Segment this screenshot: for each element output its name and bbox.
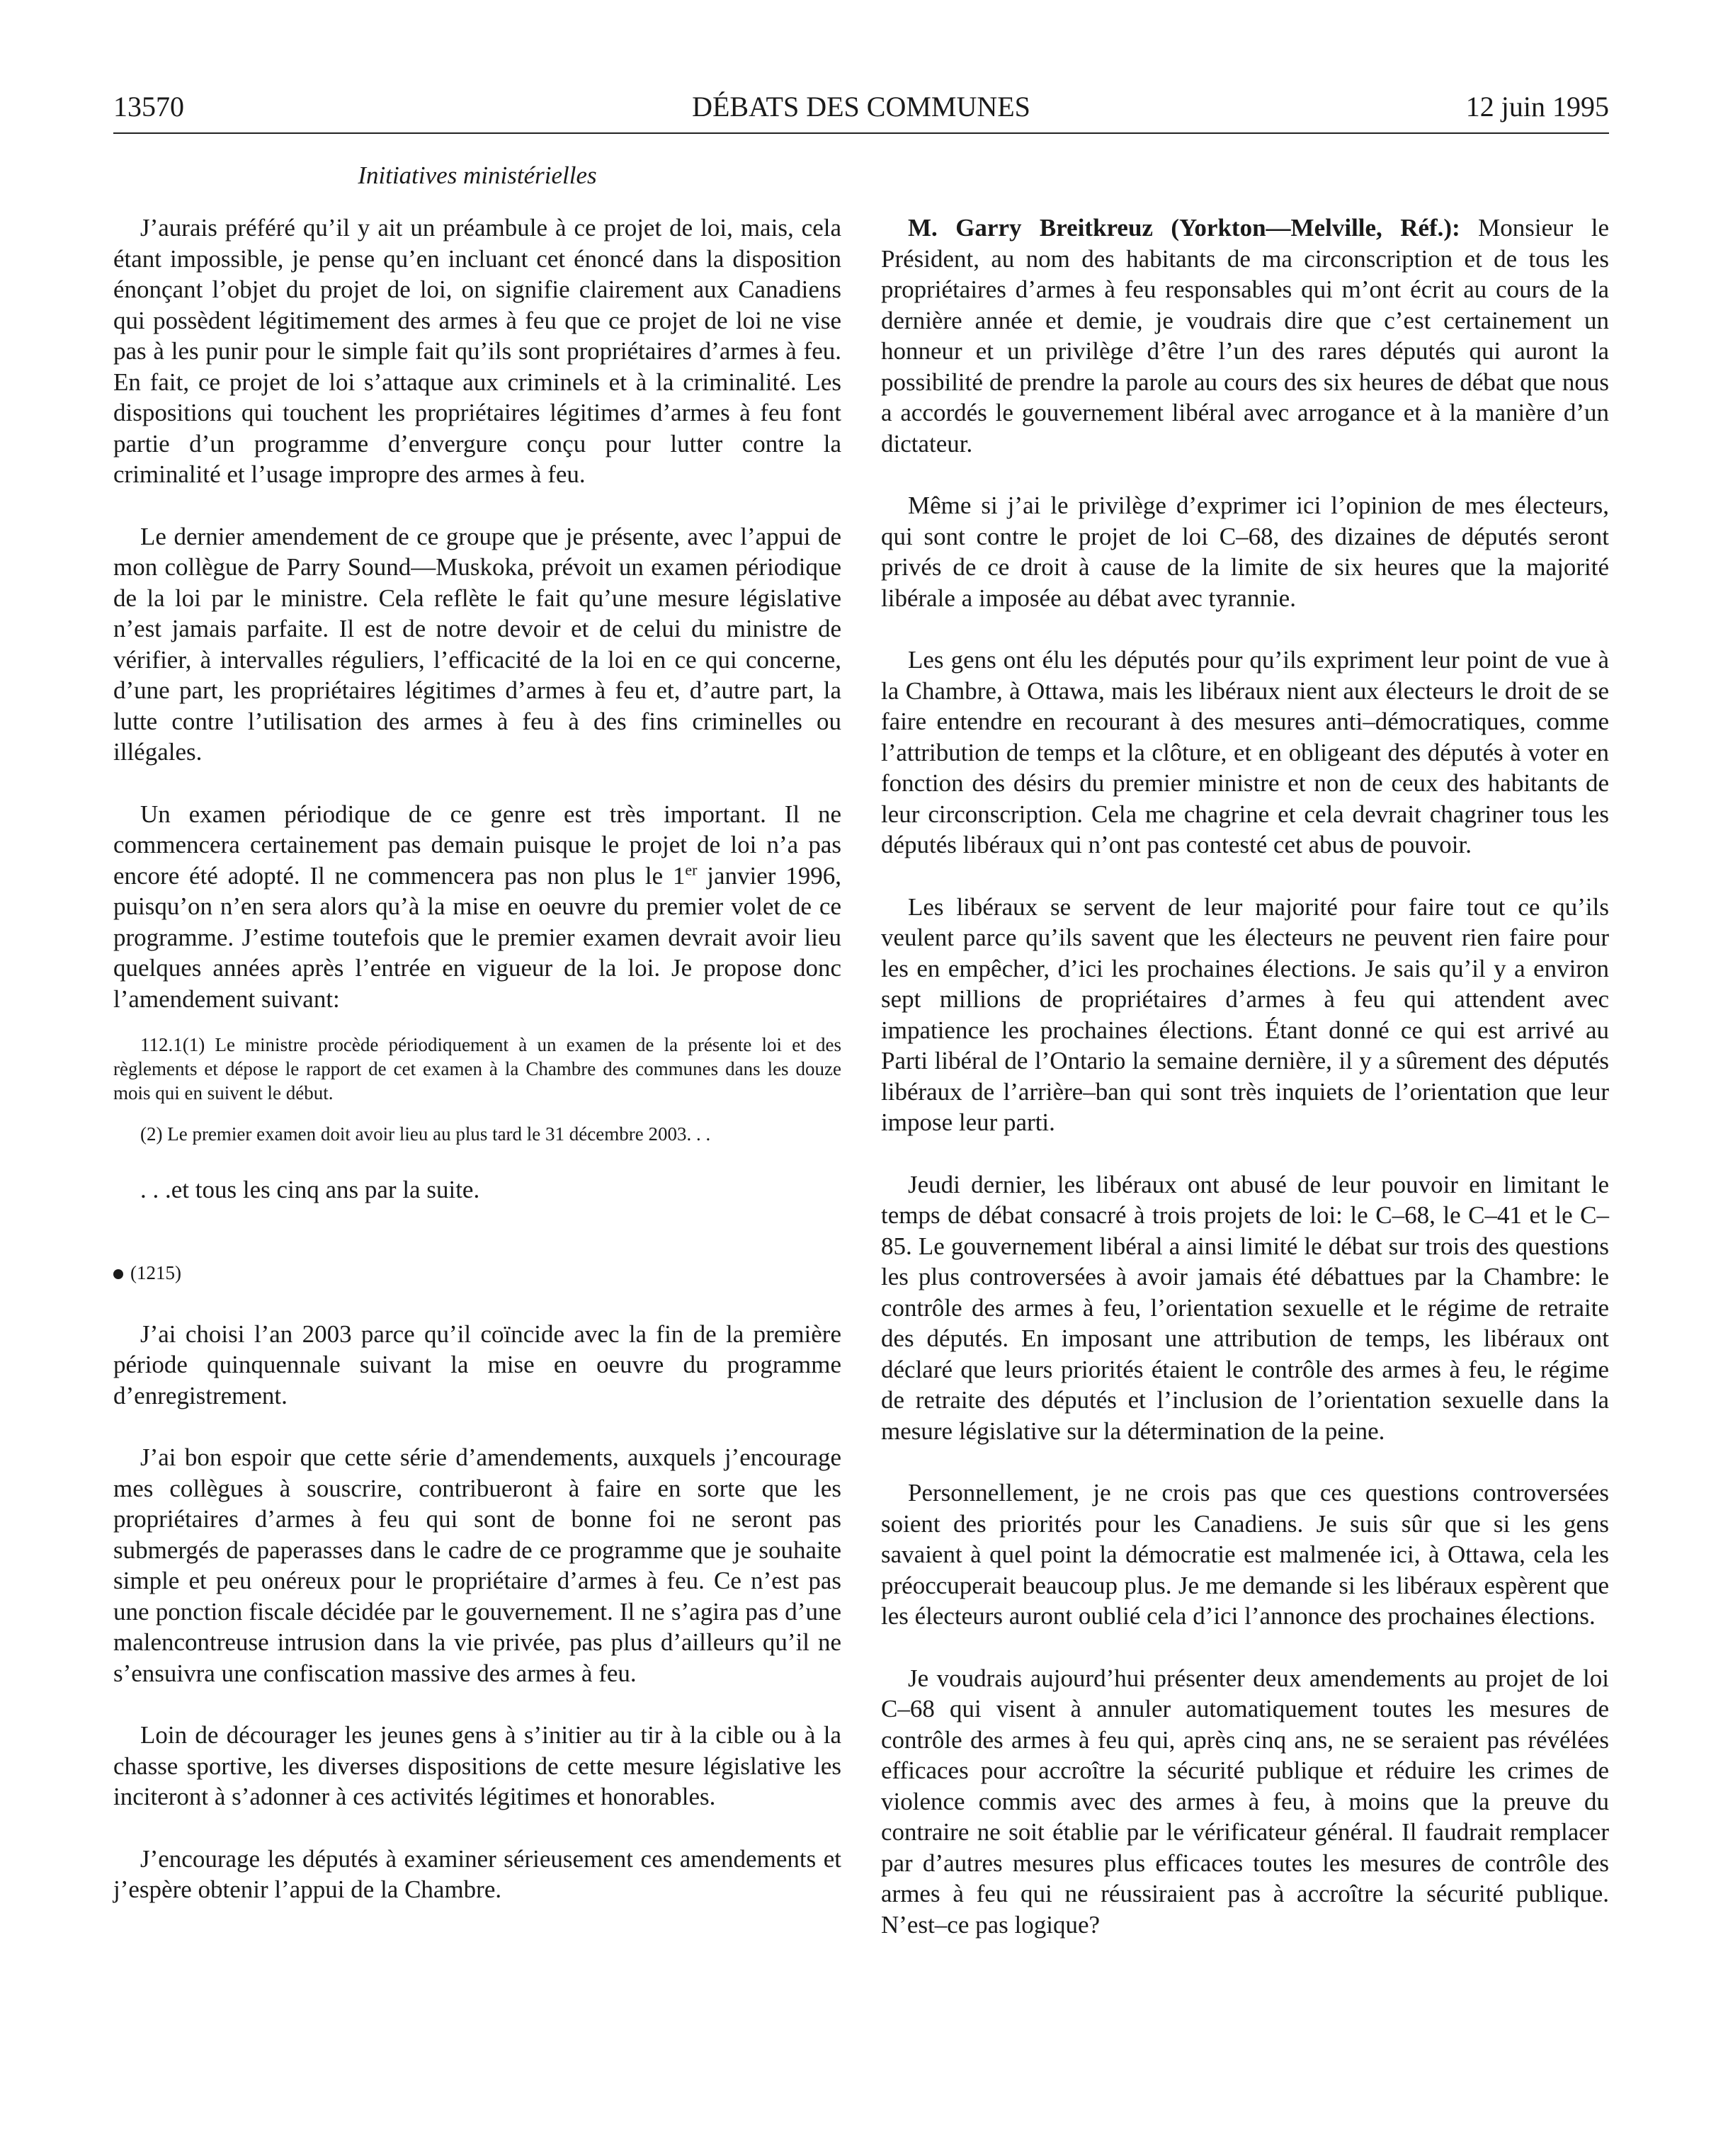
running-head [113,84,1609,130]
paragraph-text: Le dernier amendement de ce groupe que je présente, avec l’appui de mon collègue de Parry Sound—Muskoka, prévoit un examen périodique de la loi par le ministre. Cela reflète le fait qu’une mesure législative n’est jamais parfaite. Il est de notre devoir et de celui du ministre de vérifier, à intervalles réguliers, l’efficacité de la loi en ce qui concerne, d’une part, les propriétaires légitimes d’armes à feu et, d’autre part, la lutte contre l’utilisation des armes à feu à des fins criminelles ou illégales. [113,522,841,766]
paragraph-text: Monsieur le Président, au nom des habitants de ma circonscription et de tous les propriétaires d’armes à feu responsables qui m’ont écrit au cours de la dernière année et demie, je voudrais dire que c’est certainement un honneur et un privilège d’être l’un des rares députés qui auront la possibilité de prendre la parole au cours des six heures de débat que nous a accordés le gouvernement libéral avec arrogance et à la manière d’un dictateur. [881,214,1609,458]
speaker-name: M. Garry Breitkreuz (Yorkton—Melville, Réf.): [908,214,1460,242]
paragraph [881,212,1609,459]
right-column [881,212,1609,1940]
amendment-quote: (2) Le premier examen doit avoir lieu au plus tard le 31 décembre 2003. . . [140,1123,711,1145]
paragraph: Les libéraux se servent de leur majorité pour faire tout ce qu’ils veulent parce qu’ils savent que les électeurs ne peuvent rien faire pour les en empêcher, d’ici les prochaines élections. Je sais qu’il y a environ sept millions de propriétaires d’armes à feu qui attendent avec impatience les prochaines élections. Étant donné ce qui est arrivé au Parti libéral de l’Ontario la semaine dernière, il y a sûrement des députés libéraux de l’arrière–ban qui sont très inquiets de l’orientation que leur impose leur parti. [881,892,1609,1136]
bullet-icon [113,1269,123,1279]
page-date: 12 juin 1995 [1465,91,1609,123]
paragraph: Jeudi dernier, les libéraux ont abusé de leur pouvoir en limitant le temps de débat consacré à trois projets de loi: le C–68, le C–41 et le C–85. Le gouvernement libéral a ainsi limité le débat sur trois des questions les plus controversées à avoir jamais été débattues par la Chambre: le contrôle des armes à feu, l’orientation sexuelle et le régime de retraite des députés. En imposant une attribution de temps, les libéraux ont déclaré que leurs priorités étaient le contrôle des armes à feu, le régime de retraite des députés et l’inclusion de l’orientation sexuelle dans la mesure législative sur la détermination de la peine. [881,1170,1609,1445]
paragraph: J’encourage les députés à examiner sérieusement ces amendements et j’espère obtenir l’appui de la Chambre. [113,1844,841,1903]
paragraph [113,799,841,1015]
ordinal-superscript: er [685,860,698,878]
paragraph: Je voudrais aujourd’hui présenter deux amendements au projet de loi C–68 qui visent à annuler automatiquement toutes les mesures de contrôle des armes à feu qui, après cinq ans, ne se seraient pas révélées efficaces pour accroître la sécurité publique et réduire les crimes de violence commis avec des armes à feu, à moins que la preuve du contraire ne soit établie par le vérificateur général. Il faudrait remplacer par d’autres mesures plus efficaces toutes les mesures de contrôle des armes à feu qui ne réussiraient pas à accroître la sécurité publique. N’est–ce pas logique? [881,1664,1609,1939]
paragraph-text: janvier 1996, puisqu’on n’en sera alors qu’à la mise en oeuvre du premier volet de ce programme. J’estime toutefois que le premier examen devrait avoir lieu quelques années après l’entrée en vigueur de la loi. Je propose donc l’amendement suivant: [113,861,841,1013]
left-column [113,212,841,1905]
paragraph: Les gens ont élu les députés pour qu’ils expriment leur point de vue à la Chambre, à Ottawa, mais les libéraux nient aux électeurs le droit de se faire entendre en recourant à des mesures anti–démocratiques, comme l’attribution de temps et la clôture, et en obligeant des députés à voter en fonction des désirs du premier ministre et non de ceux des habitants de leur circonscription. Cela me chagrine et cela devrait chagriner tous les députés libéraux qui n’ont pas contesté cet abus de pouvoir. [881,646,1609,858]
paragraph: Personnellement, je ne crois pas que ces questions controversées soient des priorités pour les Canadiens. Je suis sûr que si les gens savaient à quel point la démocratie est malmenée ici, à Ottawa, cela les préoccuperait beaucoup plus. Je me demande si les libéraux espèrent que les électeurs auront oublié cela d’ici l’annonce des prochaines élections. [881,1479,1609,1630]
journal-title: DÉBATS DES COMMUNES [692,91,1030,123]
quote-continuation: . . .et tous les cinq ans par la suite. [140,1176,480,1203]
paragraph: J’ai bon espoir que cette série d’amendements, auxquels j’encourage mes collègues à souscrire, contribueront à faire en sorte que les propriétaires d’armes à feu qui sont de bonne foi ne seront pas submergés de paperasses dans le cadre de ce programme que je souhaite simple et peu onéreux pour le propriétaire d’armes à feu. Ce n’est pas une ponction fiscale décidée par le gouvernement. Il ne s’agira pas d’une malencontreuse intrusion dans la vie privée, pas plus d’ailleurs qu’il ne s’ensuivra une confiscation massive des armes à feu. [113,1443,841,1687]
paragraph [113,521,841,768]
amendment-quote: 112.1(1) Le ministre procède périodiquement à un examen de la présente loi et des règlements et dépose le rapport de cet examen à la Chambre des communes dans les douze mois qui en suivent le début. [113,1034,841,1103]
paragraph: Même si j’ai le privilège d’exprimer ici l’opinion de mes électeurs, qui sont contre le projet de loi C–68, des dizaines de députés seront privés de ce droit à cause de la limite de six heures que la majorité libérale a imposée au débat avec tyrannie. [881,492,1609,612]
time-marker-text: (1215) [130,1261,181,1283]
header-rule [113,132,1609,134]
time-marker [113,1261,841,1285]
page-number: 13570 [113,91,184,123]
paragraph: Loin de décourager les jeunes gens à s’initier au tir à la cible ou à la chasse sportive, les diverses dispositions de cette mesure législative les inciteront à s’adonner à ces activités légitimes et honorables. [113,1721,841,1810]
paragraph-text: Un examen périodique de ce genre est très important. Il ne commencera certainement pas demain puisque le projet de loi n’a pas encore été adopté. Il ne commencera pas non plus le 1 [113,800,841,890]
paragraph: J’ai choisi l’an 2003 parce qu’il coïncide avec la fin de la première période quinquennale suivant la mise en oeuvre du programme d’enregistrement. [113,1320,841,1409]
paragraph: J’aurais préféré qu’il y ait un préambule à ce projet de loi, mais, cela étant impossible, je pense qu’en incluant cet énoncé dans la disposition énonçant l’objet du projet de loi, on signifie clairement aux Canadiens qui possèdent légitimement des armes à feu que ce projet de loi ne vise pas à les punir pour le simple fait qu’ils sont propriétaires d’armes à feu. En fait, ce projet de loi s’attaque aux criminels et à la criminalité. Les dispositions qui touchent les propriétaires légitimes d’armes à feu font partie d’un programme d’envergure conçu pour lutter contre la criminalité et l’usage impropre des armes à feu. [113,214,841,488]
section-heading: Initiatives ministérielles [358,161,597,189]
